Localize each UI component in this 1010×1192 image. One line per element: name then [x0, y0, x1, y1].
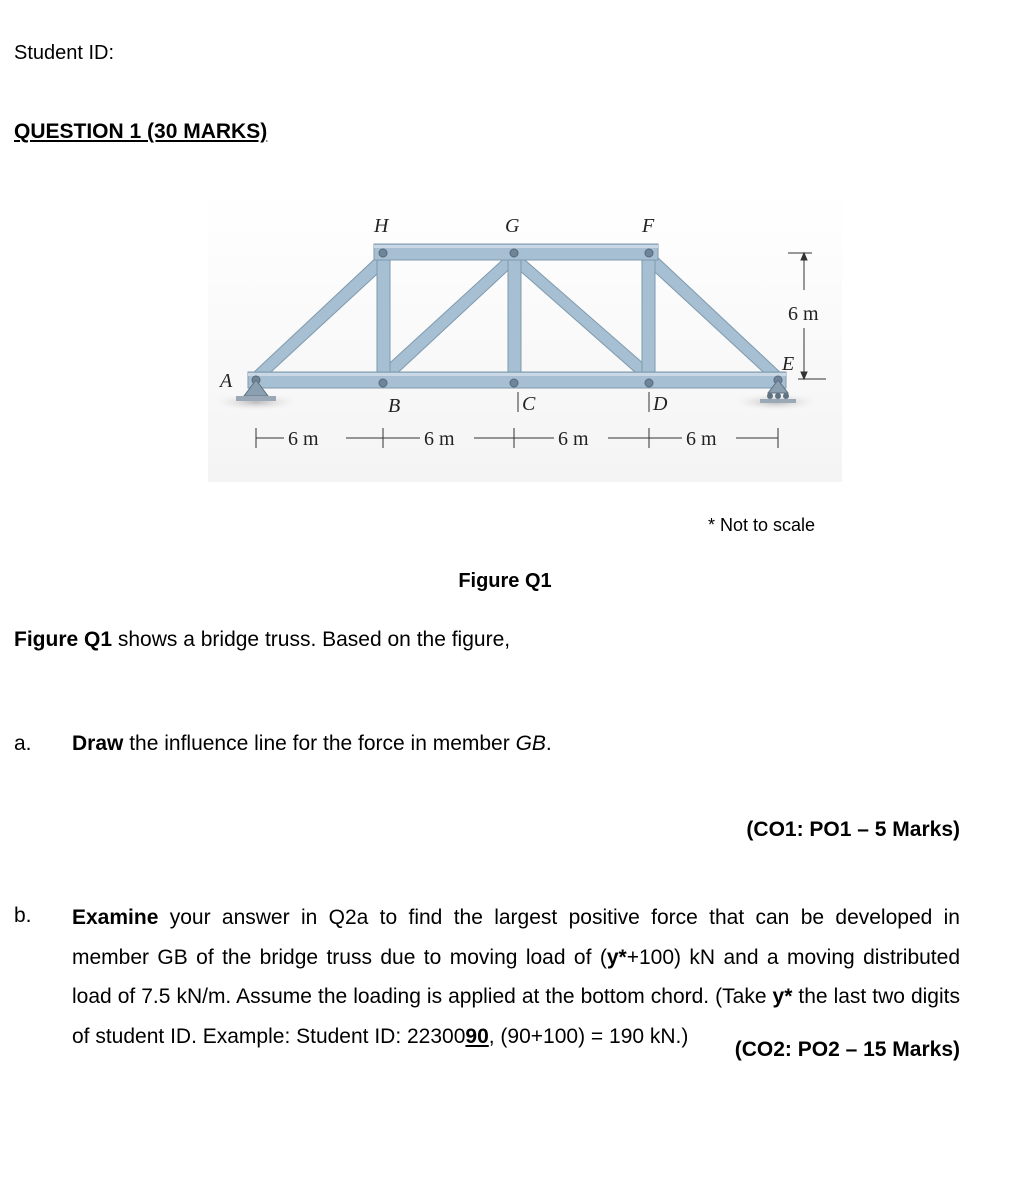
height-dim-label: 6 m: [788, 303, 819, 325]
item-b-part-2: +100) kN and a moving distributed load of 7.5 kN/m. Assume the loading is applied at the bottom chord. (Take: [72, 945, 960, 1008]
item-a-body: the influence line for the force in member: [123, 732, 516, 755]
item-b-text: [72, 898, 960, 1056]
node-label-g: G: [505, 215, 520, 237]
item-a-marks: (CO1: PO1 – 5 Marks): [746, 818, 960, 841]
item-b-part-3: the last two digits of student ID. Example: Student ID: 22300: [72, 985, 960, 1048]
span-dim-label-4: 6 m: [686, 428, 717, 450]
item-a-text: [72, 732, 552, 756]
joint-c: [510, 379, 518, 387]
node-label-h: H: [374, 215, 389, 237]
joint-b: [379, 379, 387, 387]
node-label-c: C: [522, 393, 536, 415]
item-b-label: b.: [14, 904, 32, 927]
item-b-ystar-2: y*: [772, 985, 793, 1008]
span-dim-label-2: 6 m: [424, 428, 455, 450]
member-hb: [377, 254, 390, 378]
item-b-part-4: , (90+100) = 190 kN.): [488, 1024, 689, 1048]
intro-paragraph: [14, 628, 510, 652]
question-title: QUESTION 1 (30 MARKS): [14, 120, 268, 143]
figure-caption: Figure Q1: [458, 570, 552, 592]
span-dim-label-1: 6 m: [288, 428, 319, 450]
joint-f: [645, 249, 653, 257]
node-label-e: E: [782, 353, 795, 375]
item-b-ystar-1: y*: [606, 945, 627, 969]
item-a-verb: Draw: [72, 732, 124, 755]
span-dim-label-3: 6 m: [558, 428, 589, 450]
top-chord-highlight: [374, 245, 658, 248]
bottom-chord-highlight: [248, 373, 786, 376]
item-a-end: .: [545, 732, 552, 755]
student-id-label: Student ID:: [14, 42, 115, 64]
item-b-part-1: your answer in Q2a to find the largest positive force that can be developed in member GB of the bridge truss due to moving load of (: [72, 906, 960, 969]
item-a-label: a.: [14, 732, 32, 755]
support-base-right: [760, 399, 796, 403]
roller-wheels: [767, 393, 789, 399]
node-label-a: A: [220, 370, 233, 392]
intro-figure-ref: Figure Q1: [14, 628, 113, 651]
item-a-member: GB: [515, 732, 546, 755]
not-to-scale-note: * Not to scale: [708, 515, 816, 535]
joint-d: [645, 379, 653, 387]
joint-h: [379, 249, 387, 257]
member-gc: [508, 254, 521, 378]
item-b-verb: Examine: [72, 906, 159, 929]
support-base-left: [236, 396, 276, 401]
item-b-id-digits: 90: [465, 1024, 489, 1048]
node-label-d: D: [653, 393, 668, 415]
intro-text: shows a bridge truss. Based on the figure,: [112, 628, 511, 651]
node-label-f: F: [642, 215, 655, 237]
joint-g: [510, 249, 518, 257]
member-fd: [642, 254, 655, 378]
item-b-marks: (CO2: PO2 – 15 Marks): [734, 1038, 960, 1061]
node-label-b: B: [388, 395, 401, 417]
truss-figure: [208, 190, 842, 482]
